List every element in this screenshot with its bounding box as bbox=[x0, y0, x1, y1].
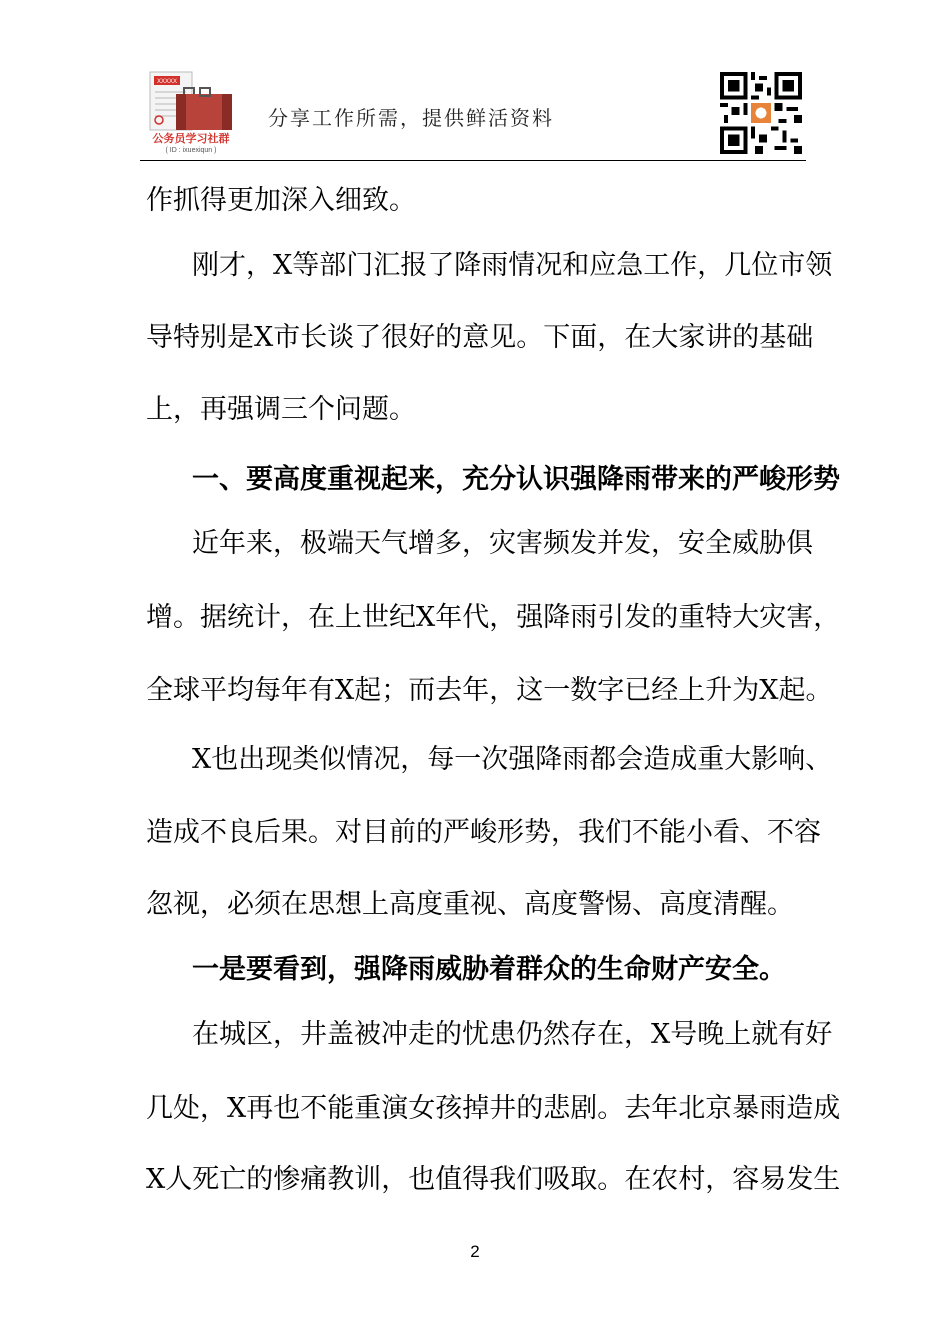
header-divider bbox=[140, 160, 806, 161]
text-line: 全球平均每年有X起；而去年，这一数字已经上升为X起。 bbox=[146, 675, 833, 706]
text-line: 增。据统计，在上世纪X年代，强降雨引发的重特大灾害， bbox=[146, 602, 841, 633]
page-number: 2 bbox=[470, 1242, 480, 1261]
section-heading: 一、要高度重视起来，充分认识强降雨带来的严峻形势 bbox=[192, 464, 840, 495]
text-line: 作抓得更加深入细致。 bbox=[146, 185, 416, 216]
text-line: 近年来，极端天气增多，灾害频发并发，安全威胁俱 bbox=[192, 528, 813, 559]
text-line: 刚才，X等部门汇报了降雨情况和应急工作，几位市领 bbox=[192, 250, 833, 281]
text-line: 在城区，井盖被冲走的忧患仍然存在，X号晚上就有好 bbox=[192, 1019, 833, 1050]
logo-name: 公务员学习社群 bbox=[152, 132, 230, 145]
text-line: 忽视，必须在思想上高度重视、高度警惕、高度清醒。 bbox=[146, 889, 794, 920]
logo-id: ( ID : ixuexiqun ) bbox=[165, 147, 217, 154]
text-line: X人死亡的惨痛教训，也值得我们吸取。在农村，容易发生 bbox=[146, 1164, 841, 1195]
page-header bbox=[140, 66, 806, 158]
text-line: 上，再强调三个问题。 bbox=[146, 394, 416, 425]
text-line: 几处，X再也不能重演女孩掉井的悲剧。去年北京暴雨造成 bbox=[146, 1093, 841, 1124]
logo-badge: XXXXX bbox=[156, 79, 178, 85]
logo bbox=[146, 70, 236, 154]
header-tagline: 分享工作所需，提供鲜活资料 bbox=[268, 106, 554, 130]
text-line: 导特别是X市长谈了很好的意见。下面，在大家讲的基础 bbox=[146, 322, 814, 353]
qr-code-icon bbox=[720, 72, 802, 154]
subsection-heading: 一是要看到，强降雨威胁着群众的生命财产安全。 bbox=[192, 954, 786, 985]
text-line: X也出现类似情况，每一次强降雨都会造成重大影响、 bbox=[192, 744, 833, 775]
text-line: 造成不良后果。对目前的严峻形势，我们不能小看、不容 bbox=[146, 817, 821, 848]
